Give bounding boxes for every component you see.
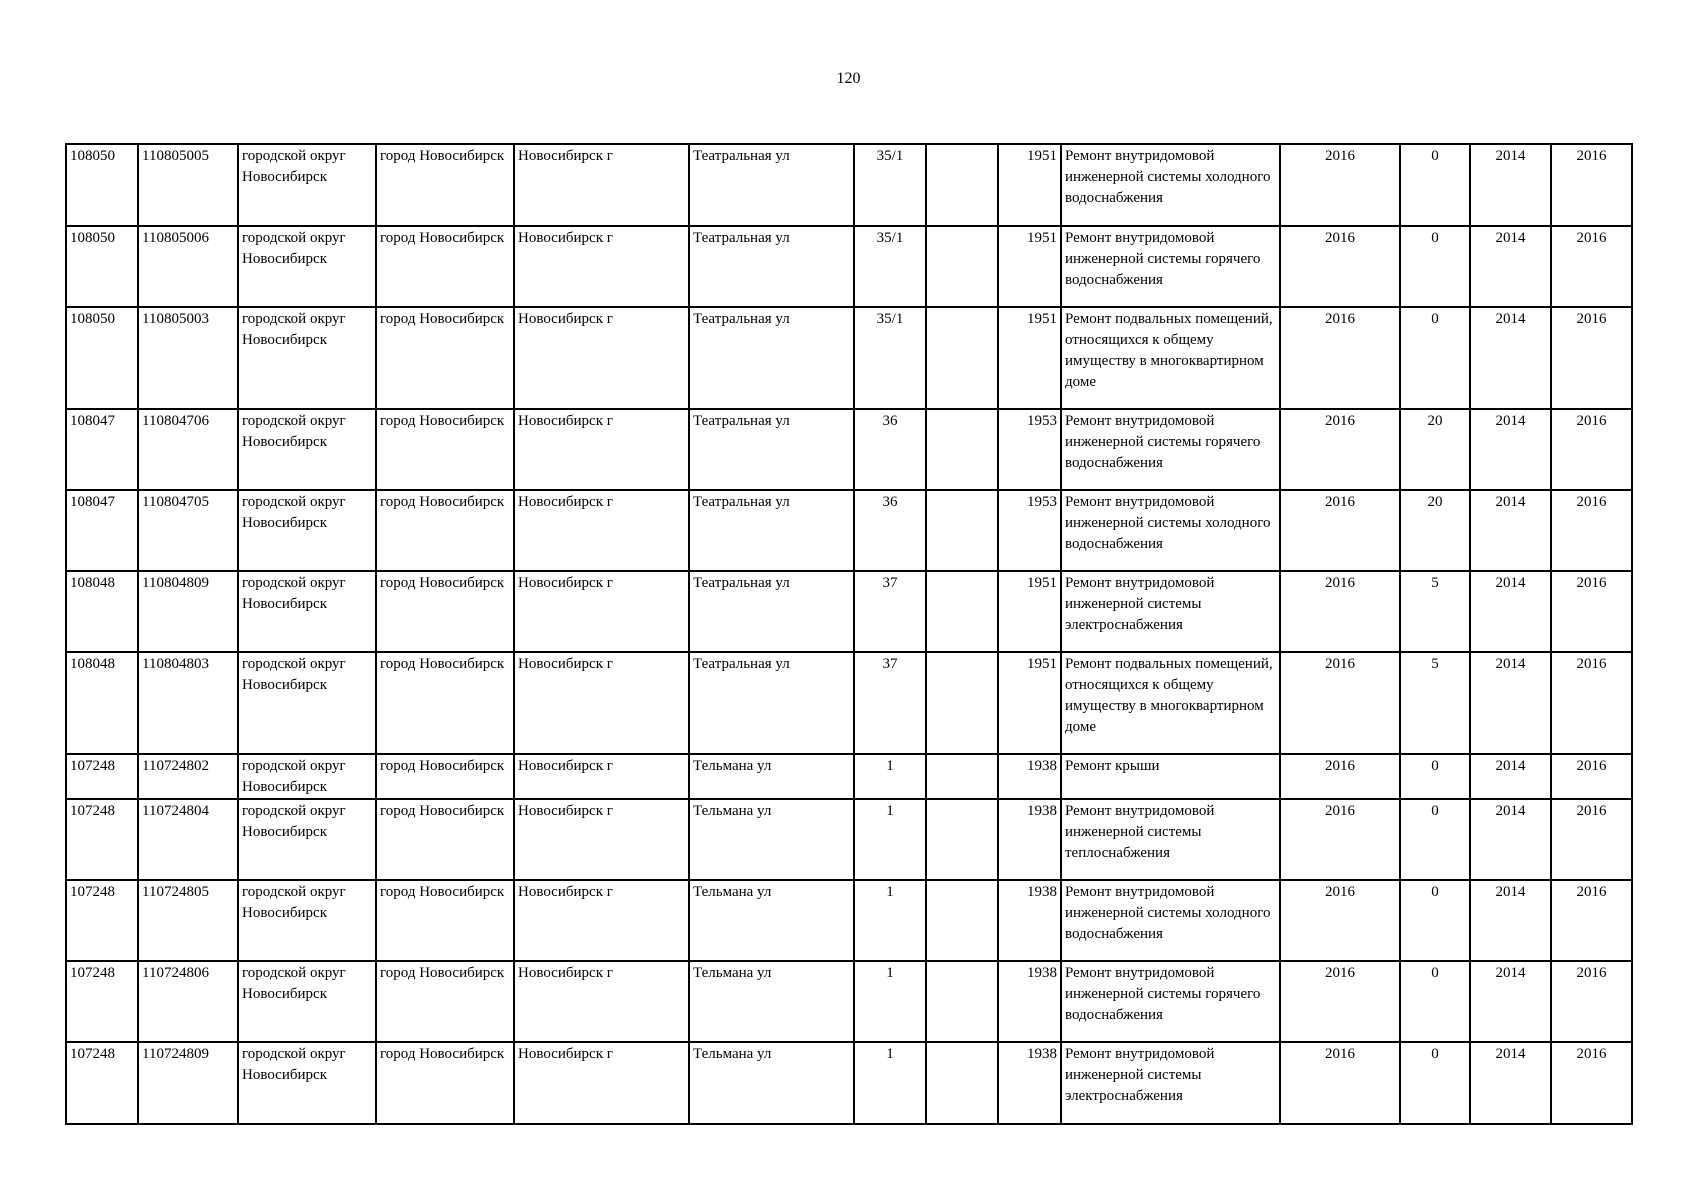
cell-street: Театральная ул [689,226,854,307]
cell-id: 108050 [66,307,138,409]
cell-from-year: 2014 [1470,307,1551,409]
cell-from-year: 2014 [1470,571,1551,652]
cell-street: Театральная ул [689,490,854,571]
cell-street: Театральная ул [689,307,854,409]
cell-municipality: городской округ Новосибирск [238,571,376,652]
cell-plan-year: 2016 [1280,799,1400,880]
cell-from-year: 2014 [1470,409,1551,490]
cell-work-type: Ремонт внутридомовой инженерной системы теплоснабжения [1061,799,1280,880]
cell-house: 1 [854,754,926,799]
cell-code: 110804803 [138,652,238,754]
cell-work-type: Ремонт внутридомовой инженерной системы горячего водоснабжения [1061,961,1280,1042]
cell-year-built: 1938 [998,754,1061,799]
cell-house: 35/1 [854,144,926,226]
cell-building [926,961,998,1042]
cell-wear: 5 [1400,571,1470,652]
table-row [66,1042,1632,1124]
cell-municipality: городской округ Новосибирск [238,880,376,961]
cell-id: 107248 [66,961,138,1042]
cell-to-year: 2016 [1551,571,1632,652]
cell-code: 110805003 [138,307,238,409]
cell-year-built: 1938 [998,1042,1061,1124]
cell-locality: Новосибирск г [514,490,689,571]
cell-code: 110724802 [138,754,238,799]
cell-plan-year: 2016 [1280,307,1400,409]
cell-building [926,490,998,571]
cell-wear: 0 [1400,307,1470,409]
cell-locality: Новосибирск г [514,754,689,799]
cell-id: 108047 [66,490,138,571]
cell-year-built: 1951 [998,571,1061,652]
table-row [66,144,1632,226]
cell-locality: Новосибирск г [514,1042,689,1124]
cell-house: 1 [854,799,926,880]
cell-work-type: Ремонт внутридомовой инженерной системы электроснабжения [1061,571,1280,652]
cell-year-built: 1938 [998,880,1061,961]
registry-table [65,143,1633,1125]
cell-plan-year: 2016 [1280,226,1400,307]
cell-work-type: Ремонт внутридомовой инженерной системы холодного водоснабжения [1061,490,1280,571]
cell-plan-year: 2016 [1280,961,1400,1042]
cell-wear: 0 [1400,961,1470,1042]
cell-work-type: Ремонт подвальных помещений, относящихся к общему имуществу в многоквартирном доме [1061,307,1280,409]
cell-building [926,226,998,307]
cell-from-year: 2014 [1470,490,1551,571]
cell-to-year: 2016 [1551,652,1632,754]
cell-work-type: Ремонт внутридомовой инженерной системы электроснабжения [1061,1042,1280,1124]
cell-id: 108047 [66,409,138,490]
cell-code: 110724806 [138,961,238,1042]
cell-wear: 20 [1400,490,1470,571]
cell-code: 110724804 [138,799,238,880]
cell-locality: Новосибирск г [514,961,689,1042]
cell-municipality: городской округ Новосибирск [238,652,376,754]
cell-building [926,880,998,961]
cell-work-type: Ремонт внутридомовой инженерной системы горячего водоснабжения [1061,226,1280,307]
table-row [66,652,1632,754]
cell-building [926,571,998,652]
cell-id: 107248 [66,880,138,961]
cell-wear: 0 [1400,226,1470,307]
cell-locality: Новосибирск г [514,226,689,307]
cell-to-year: 2016 [1551,961,1632,1042]
cell-id: 108050 [66,226,138,307]
cell-settlement: город Новосибирск [376,652,514,754]
cell-municipality: городской округ Новосибирск [238,409,376,490]
cell-year-built: 1938 [998,961,1061,1042]
table-row [66,961,1632,1042]
cell-building [926,652,998,754]
cell-settlement: город Новосибирск [376,754,514,799]
cell-to-year: 2016 [1551,754,1632,799]
cell-municipality: городской округ Новосибирск [238,490,376,571]
cell-settlement: город Новосибирск [376,144,514,226]
cell-wear: 0 [1400,799,1470,880]
cell-plan-year: 2016 [1280,144,1400,226]
cell-wear: 0 [1400,880,1470,961]
cell-to-year: 2016 [1551,799,1632,880]
page-number: 120 [836,70,861,87]
cell-year-built: 1953 [998,409,1061,490]
cell-plan-year: 2016 [1280,880,1400,961]
cell-street: Театральная ул [689,571,854,652]
table-row [66,490,1632,571]
cell-id: 107248 [66,799,138,880]
cell-building [926,799,998,880]
cell-to-year: 2016 [1551,880,1632,961]
cell-plan-year: 2016 [1280,754,1400,799]
cell-house: 36 [854,490,926,571]
cell-locality: Новосибирск г [514,409,689,490]
cell-work-type: Ремонт подвальных помещений, относящихся к общему имуществу в многоквартирном доме [1061,652,1280,754]
cell-settlement: город Новосибирск [376,880,514,961]
cell-house: 35/1 [854,307,926,409]
cell-year-built: 1951 [998,652,1061,754]
cell-year-built: 1951 [998,226,1061,307]
cell-wear: 5 [1400,652,1470,754]
table-body [66,144,1632,1124]
cell-municipality: городской округ Новосибирск [238,307,376,409]
cell-id: 108050 [66,144,138,226]
cell-work-type: Ремонт внутридомовой инженерной системы горячего водоснабжения [1061,409,1280,490]
cell-municipality: городской округ Новосибирск [238,961,376,1042]
cell-to-year: 2016 [1551,307,1632,409]
cell-wear: 0 [1400,1042,1470,1124]
cell-municipality: городской округ Новосибирск [238,754,376,799]
table-row [66,226,1632,307]
cell-house: 36 [854,409,926,490]
table-row [66,754,1632,799]
cell-wear: 20 [1400,409,1470,490]
cell-from-year: 2014 [1470,652,1551,754]
cell-to-year: 2016 [1551,226,1632,307]
cell-to-year: 2016 [1551,144,1632,226]
cell-street: Театральная ул [689,144,854,226]
cell-building [926,144,998,226]
cell-street: Тельмана ул [689,754,854,799]
cell-municipality: городской округ Новосибирск [238,226,376,307]
cell-house: 1 [854,880,926,961]
cell-locality: Новосибирск г [514,571,689,652]
cell-id: 107248 [66,754,138,799]
cell-year-built: 1951 [998,307,1061,409]
cell-code: 110805005 [138,144,238,226]
table-row [66,571,1632,652]
cell-settlement: город Новосибирск [376,1042,514,1124]
cell-plan-year: 2016 [1280,571,1400,652]
cell-id: 108048 [66,652,138,754]
cell-municipality: городской округ Новосибирск [238,144,376,226]
cell-from-year: 2014 [1470,226,1551,307]
table-row [66,799,1632,880]
cell-settlement: город Новосибирск [376,409,514,490]
cell-from-year: 2014 [1470,880,1551,961]
cell-building [926,754,998,799]
cell-settlement: город Новосибирск [376,490,514,571]
cell-plan-year: 2016 [1280,1042,1400,1124]
cell-settlement: город Новосибирск [376,961,514,1042]
cell-code: 110804705 [138,490,238,571]
cell-plan-year: 2016 [1280,409,1400,490]
cell-municipality: городской округ Новосибирск [238,799,376,880]
cell-locality: Новосибирск г [514,799,689,880]
cell-house: 37 [854,571,926,652]
table-row [66,409,1632,490]
cell-year-built: 1938 [998,799,1061,880]
cell-street: Тельмана ул [689,1042,854,1124]
cell-from-year: 2014 [1470,961,1551,1042]
cell-house: 37 [854,652,926,754]
cell-locality: Новосибирск г [514,652,689,754]
cell-house: 1 [854,1042,926,1124]
cell-work-type: Ремонт внутридомовой инженерной системы холодного водоснабжения [1061,880,1280,961]
cell-settlement: город Новосибирск [376,571,514,652]
cell-street: Тельмана ул [689,961,854,1042]
cell-locality: Новосибирск г [514,880,689,961]
cell-code: 110804809 [138,571,238,652]
cell-street: Тельмана ул [689,880,854,961]
cell-to-year: 2016 [1551,490,1632,571]
cell-year-built: 1951 [998,144,1061,226]
cell-settlement: город Новосибирск [376,226,514,307]
cell-locality: Новосибирск г [514,144,689,226]
cell-house: 1 [854,961,926,1042]
cell-code: 110724805 [138,880,238,961]
cell-to-year: 2016 [1551,409,1632,490]
cell-from-year: 2014 [1470,754,1551,799]
cell-settlement: город Новосибирск [376,307,514,409]
cell-wear: 0 [1400,144,1470,226]
cell-building [926,1042,998,1124]
cell-house: 35/1 [854,226,926,307]
cell-to-year: 2016 [1551,1042,1632,1124]
cell-locality: Новосибирск г [514,307,689,409]
cell-code: 110804706 [138,409,238,490]
cell-wear: 0 [1400,754,1470,799]
cell-building [926,307,998,409]
cell-from-year: 2014 [1470,144,1551,226]
table-row [66,880,1632,961]
cell-from-year: 2014 [1470,1042,1551,1124]
cell-plan-year: 2016 [1280,490,1400,571]
cell-settlement: город Новосибирск [376,799,514,880]
cell-building [926,409,998,490]
cell-year-built: 1953 [998,490,1061,571]
cell-street: Театральная ул [689,652,854,754]
cell-work-type: Ремонт крыши [1061,754,1280,799]
cell-code: 110805006 [138,226,238,307]
cell-plan-year: 2016 [1280,652,1400,754]
cell-id: 107248 [66,1042,138,1124]
cell-work-type: Ремонт внутридомовой инженерной системы холодного водоснабжения [1061,144,1280,226]
cell-municipality: городской округ Новосибирск [238,1042,376,1124]
table-row [66,307,1632,409]
cell-id: 108048 [66,571,138,652]
cell-street: Тельмана ул [689,799,854,880]
cell-code: 110724809 [138,1042,238,1124]
cell-from-year: 2014 [1470,799,1551,880]
cell-street: Театральная ул [689,409,854,490]
